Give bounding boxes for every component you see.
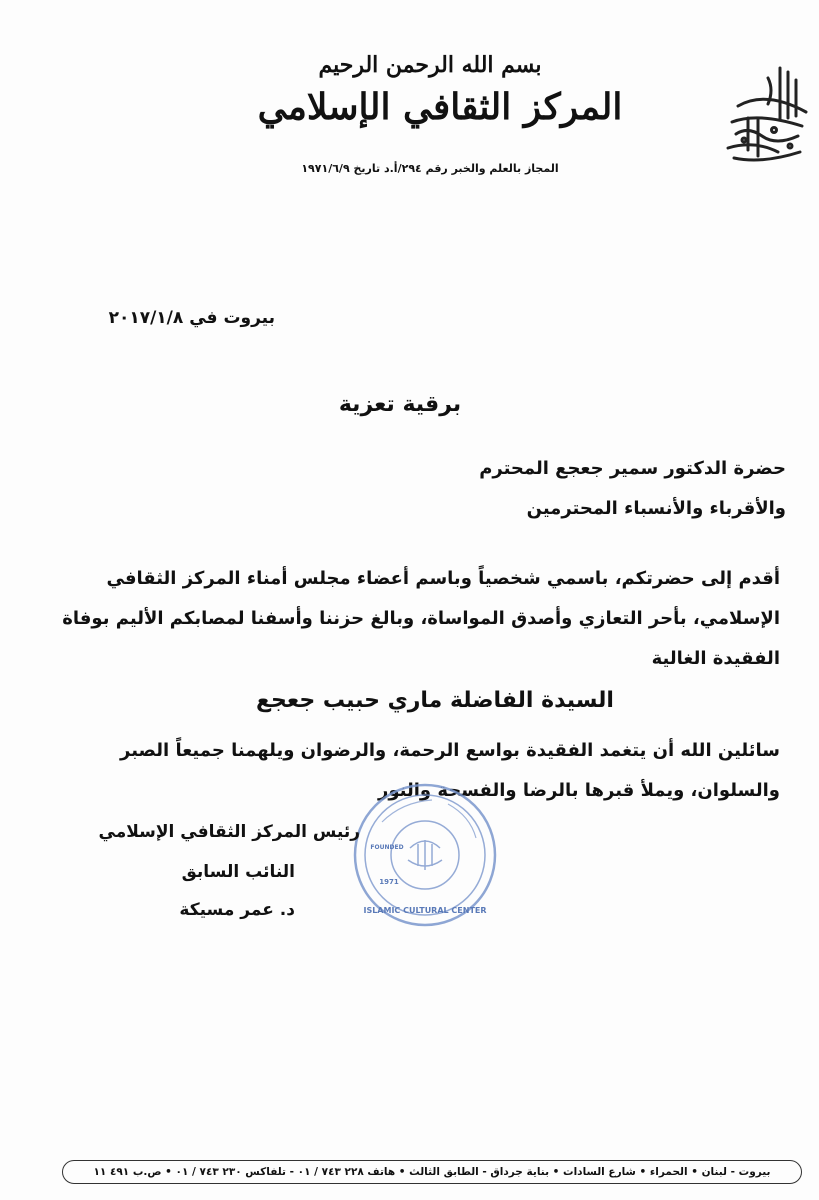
addressee-line-1: حضرة الدكتور سمير جعجع المحترم <box>479 458 786 479</box>
deceased-name: السيدة الفاضلة ماري حبيب جعجع <box>256 688 614 713</box>
signatory-name: د. عمر مسيكة <box>179 900 295 920</box>
stamp-founded-year: 1971 <box>379 878 399 886</box>
organization-stamp <box>352 782 498 928</box>
letter-title: برقية تعزية <box>338 392 462 417</box>
letter-date: بيروت في ٢٠١٧/١/٨ <box>108 308 275 328</box>
prayer-line-2: والسلوان، ويملأ قبرها بالرضا والفسحة والنور <box>377 780 780 801</box>
addressee-line-2: والأقرباء والأنسباء المحترمين <box>526 498 786 519</box>
signatory-role-1: رئيس المركز الثقافي الإسلامي <box>98 822 360 842</box>
body-line-2: الإسلامي، بأحر التعازي وأصدق المواساة، وبالغ حزننا وأسفنا لمصابكم الأليم بوفاة <box>62 608 780 629</box>
basmala: بسم الله الرحمن الرحيم <box>318 52 542 78</box>
footer-address-text: بيروت - لبنان • الحمراء • شارع السادات • بناية جرداق - الطابق الثالث • هاتف ٢٢٨ ٧٤٣ / ٠١ - تلفاكس ٢٣٠ ٧٤٣ / ٠١ • ص.ب ٤٩١ ١١ <box>93 1166 771 1178</box>
stamp-english-name: ISLAMIC CULTURAL CENTER <box>363 906 487 915</box>
body-line-1: أقدم إلى حضرتكم، باسمي شخصياً وباسم أعضاء مجلس أمناء المركز الثقافي <box>106 568 780 589</box>
footer-address <box>62 1160 802 1184</box>
license-line: المجاز بالعلم والخبر رقم ٢٩٤/أ.د تاريخ ١٩٧١/٦/٩ <box>301 162 559 175</box>
stamp-founded-label: FOUNDED <box>370 844 404 851</box>
calligraphy-emblem-icon <box>718 60 814 170</box>
organization-name: المركز الثقافي الإسلامي <box>257 86 623 128</box>
signatory-role-2: النائب السابق <box>181 862 295 882</box>
prayer-line-1: سائلين الله أن يتغمد الفقيدة بواسع الرحمة، والرضوان ويلهمنا جميعاً الصبر <box>120 740 780 761</box>
body-line-3: الفقيدة الغالية <box>651 648 780 669</box>
